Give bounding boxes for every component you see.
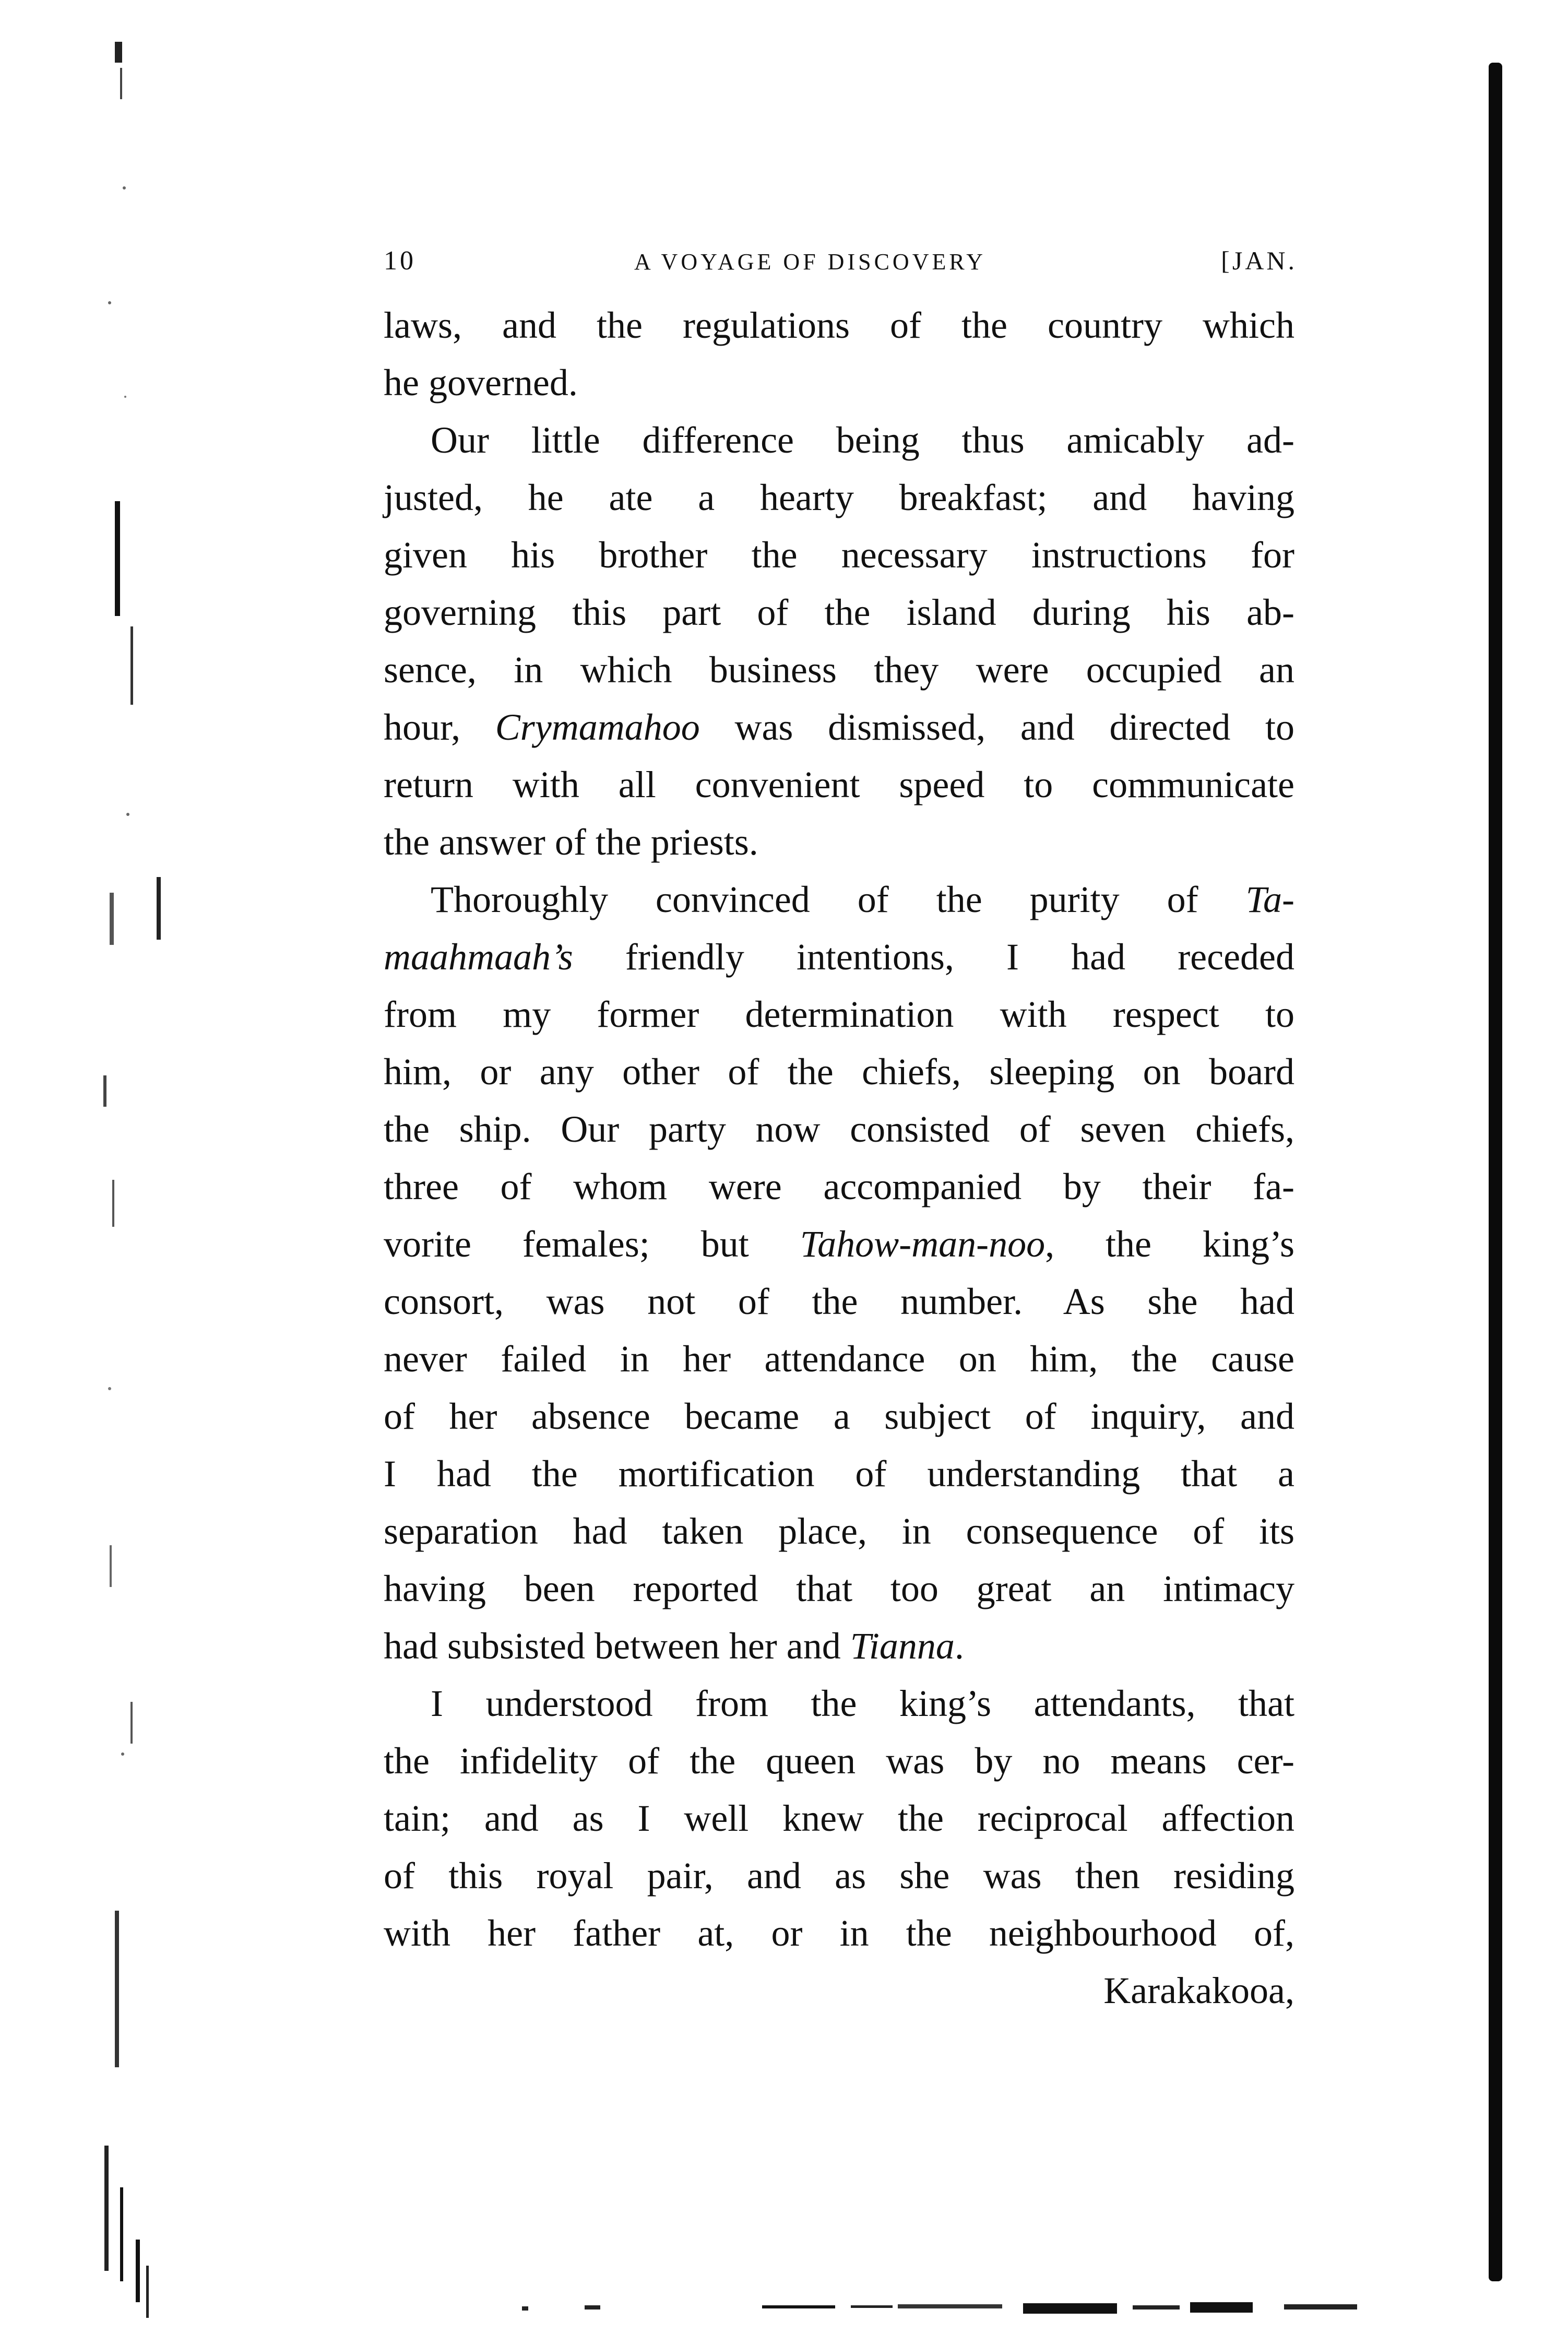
text-line: hour, Crymamahoo was dismissed, and directed to (384, 706, 1294, 748)
catchword: Karakakooa, (1103, 1970, 1294, 2011)
text-line: three of whom were accompanied by their fa- (384, 1166, 1294, 1207)
text-line: the answer of the priests. (384, 821, 758, 863)
binding-shadow (78, 31, 172, 2339)
running-title: A VOYAGE OF DISCOVERY (634, 249, 987, 275)
text-line: had subsisted between her and Tianna. (384, 1625, 964, 1667)
paragraph (384, 871, 1294, 1675)
text-line: of this royal pair, and as she was then residing (384, 1855, 1294, 1897)
text-line: separation had taken place, in consequence of its (384, 1510, 1294, 1552)
text-line: return with all convenient speed to communicate (384, 764, 1294, 806)
body-text (384, 297, 1294, 2019)
text-line: given his brother the necessary instructions for (384, 534, 1294, 576)
text-line: sence, in which business they were occupied an (384, 649, 1294, 691)
text-line: Our little difference being thus amicably ad- (431, 419, 1294, 461)
text-line: governing this part of the island during his ab- (384, 591, 1294, 633)
text-line: the infidelity of the queen was by no means cer- (384, 1740, 1294, 1782)
text-line: having been reported that too great an intimacy (384, 1568, 1294, 1609)
text-line: vorite females; but Tahow-man-noo, the king’s (384, 1223, 1294, 1265)
text-line: I had the mortification of understanding that a (384, 1453, 1294, 1495)
text-line: with her father at, or in the neighbourhood of, (384, 1912, 1294, 1954)
text-line: Thoroughly convinced of the purity of Ta- (431, 879, 1294, 920)
text-line: from my former determination with respect to (384, 993, 1294, 1035)
text-line: never failed in her attendance on him, the cause (384, 1338, 1294, 1380)
text-line: justed, he ate a hearty breakfast; and having (384, 477, 1294, 518)
text-line: the ship. Our party now consisted of seven chiefs, (384, 1108, 1294, 1150)
running-date: [JAN. (1221, 246, 1297, 275)
text-line: laws, and the regulations of the country which (384, 304, 1294, 346)
text-line: him, or any other of the chiefs, sleeping on board (384, 1051, 1294, 1093)
text-line: I understood from the king’s attendants, that (431, 1683, 1294, 1724)
scan-noise-bottom (365, 2297, 1540, 2318)
text-line: of her absence became a subject of inquiry, and (384, 1395, 1294, 1437)
text-line: he governed. (384, 362, 578, 404)
text-line: maahmaah’s friendly intentions, I had receded (384, 936, 1294, 978)
running-head (384, 245, 1297, 287)
page-edge-shadow (1489, 63, 1502, 2281)
text-line: consort, was not of the number. As she had (384, 1281, 1294, 1322)
page-number: 10 (384, 246, 416, 276)
paragraph (384, 1675, 1294, 1962)
text-line: tain; and as I well knew the reciprocal affection (384, 1797, 1294, 1839)
paragraph (384, 411, 1294, 871)
paragraph (384, 297, 1294, 411)
